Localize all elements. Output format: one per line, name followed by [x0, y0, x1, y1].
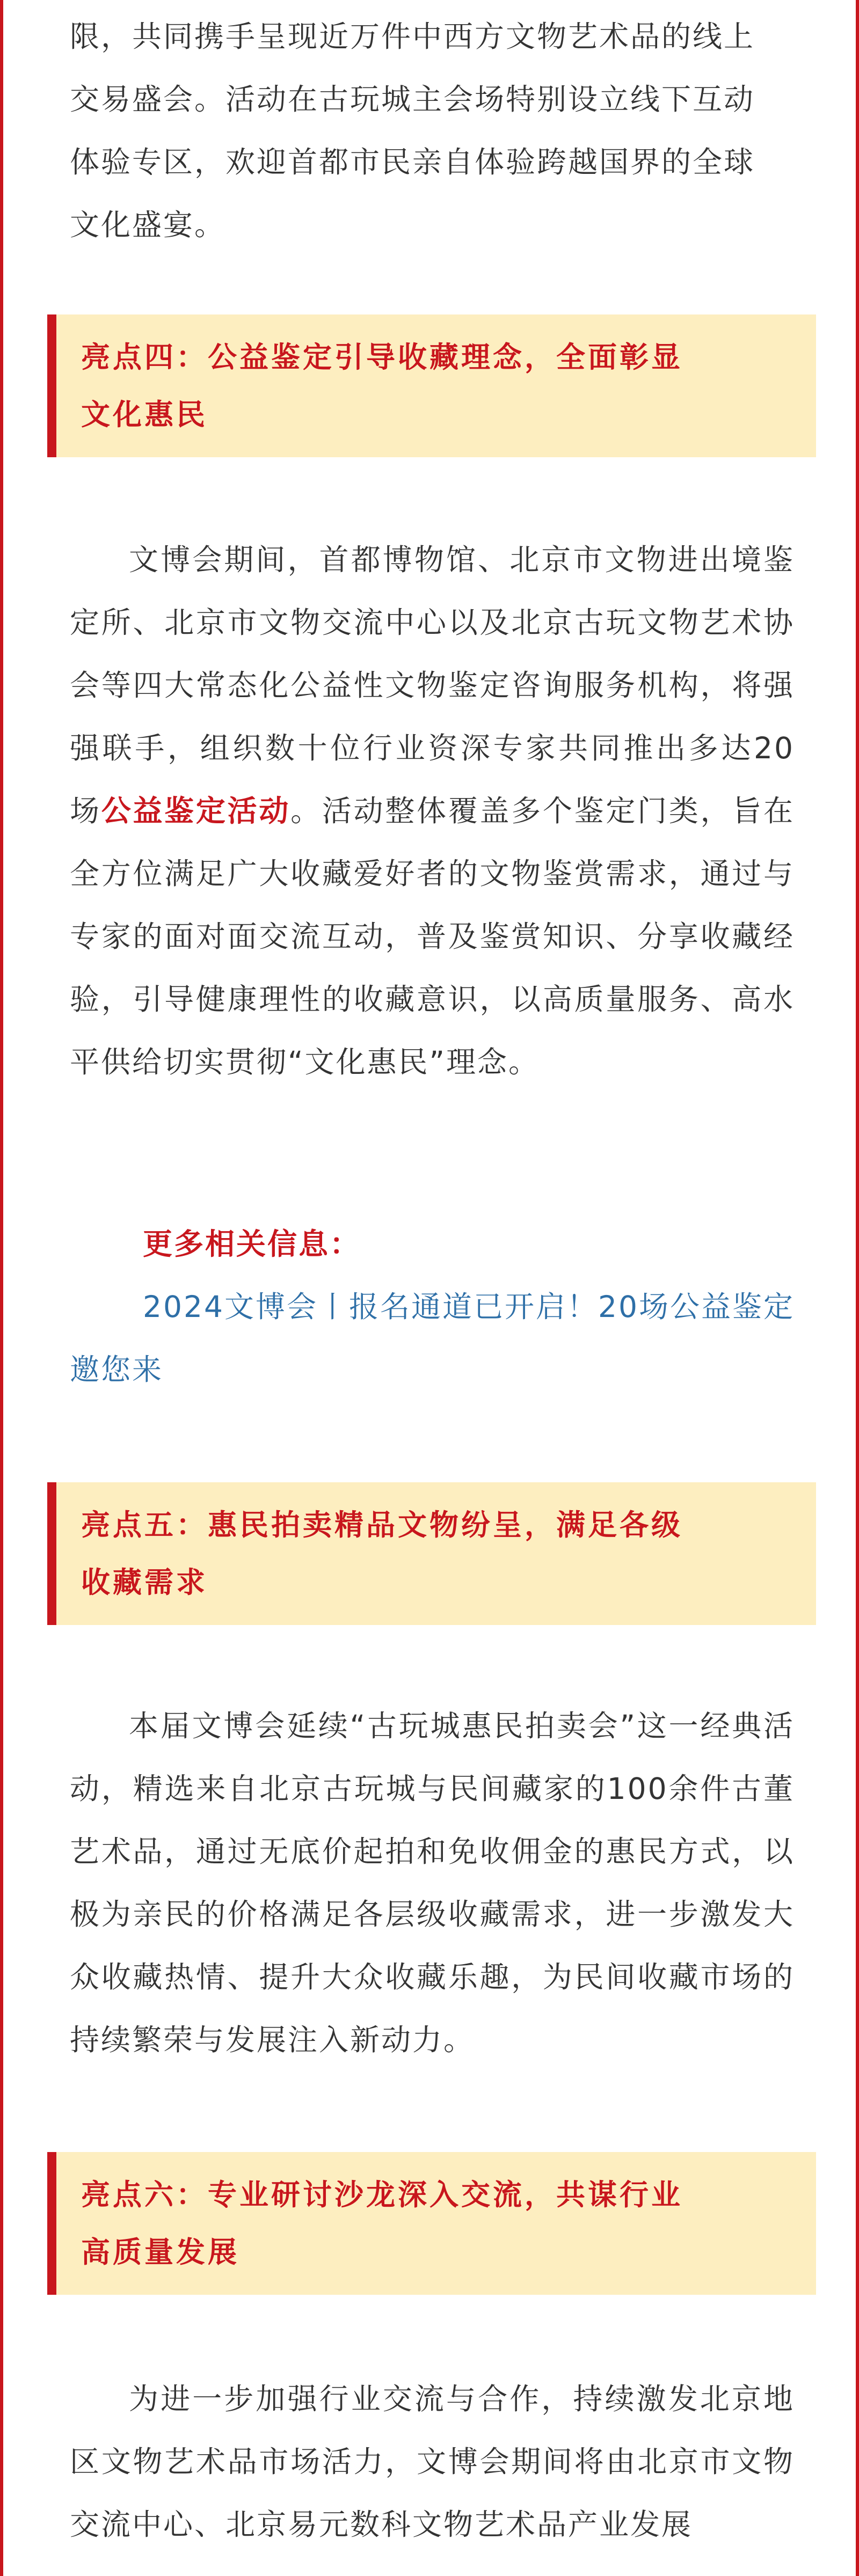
paragraph-6-text: 为进一步加强行业交流与合作，持续激发北京地区文物艺术品市场活力，文博会期间将由北京市文物交流中心、北京易元数科文物艺术品产业发展: [70, 2382, 795, 2542]
heading-6-line-1: 亮点六：专业研讨沙龙深入交流，共谋行业: [81, 2178, 683, 2212]
paragraph-4-highlight: 公益鉴定活动: [101, 794, 291, 828]
heading-4-line-1: 亮点四：公益鉴定引导收藏理念，全面彰显: [81, 340, 683, 374]
intro-line-2: 交易盛会。活动在古玩城主会场特别设立线下互动: [70, 82, 755, 116]
paragraph-4-text-after: 。活动整体覆盖多个鉴定门类，旨在全方位满足广大收藏爱好者的文物鉴赏需求，通过与专家的面对面交流互动，普及鉴赏知识、分享收藏经验，引导健康理性的收藏意识，以高质量服务、高水平供给切实贯彻“文化惠民”理念。: [70, 794, 795, 1079]
intro-paragraph: [70, 5, 795, 257]
section-6-paragraph: [70, 2368, 795, 2556]
more-info-block: [70, 1213, 795, 1401]
section-4-paragraph: [70, 529, 795, 1094]
paragraph-4-text: [70, 529, 795, 1094]
heading-6-line-2: 高质量发展: [81, 2235, 239, 2269]
more-info-label: 更多相关信息：: [143, 1227, 361, 1261]
section-heading-6: [47, 2152, 816, 2295]
intro-line-4: 文化盛宴。: [70, 208, 226, 242]
section-heading-5: [47, 1482, 816, 1625]
section-5-paragraph: [70, 1695, 795, 2072]
paragraph-4-text-before: 文博会期间，首都博物馆、北京市文物进出境鉴定所、北京市文物交流中心以及北京古玩文物艺术协会等四大常态化公益性文物鉴定咨询服务机构，将强强联手，组织数十位行业资深专家共同推出多达20场: [70, 543, 795, 828]
intro-line-1: 限，共同携手呈现近万件中西方文物艺术品的线上: [70, 19, 755, 54]
heading-4-line-2: 文化惠民: [81, 398, 208, 431]
heading-5-line-1: 亮点五：惠民拍卖精品文物纷呈，满足各级: [81, 1508, 683, 1542]
section-heading-4: [47, 314, 816, 457]
intro-line-3: 体验专区，欢迎首都市民亲自体验跨越国界的全球: [70, 145, 755, 179]
heading-5-line-2: 收藏需求: [81, 1565, 208, 1599]
more-info-link[interactable]: 2024文博会丨报名通道已开启！20场公益鉴定邀您来: [70, 1290, 795, 1387]
paragraph-5-text: 本届文博会延续“古玩城惠民拍卖会”这一经典活动，精选来自北京古玩城与民间藏家的100余件古董艺术品，通过无底价起拍和免收佣金的惠民方式，以极为亲民的价格满足各层级收藏需求，进一步激发大众收藏热情、提升大众收藏乐趣，为民间收藏市场的持续繁荣与发展注入新动力。: [70, 1709, 795, 2057]
